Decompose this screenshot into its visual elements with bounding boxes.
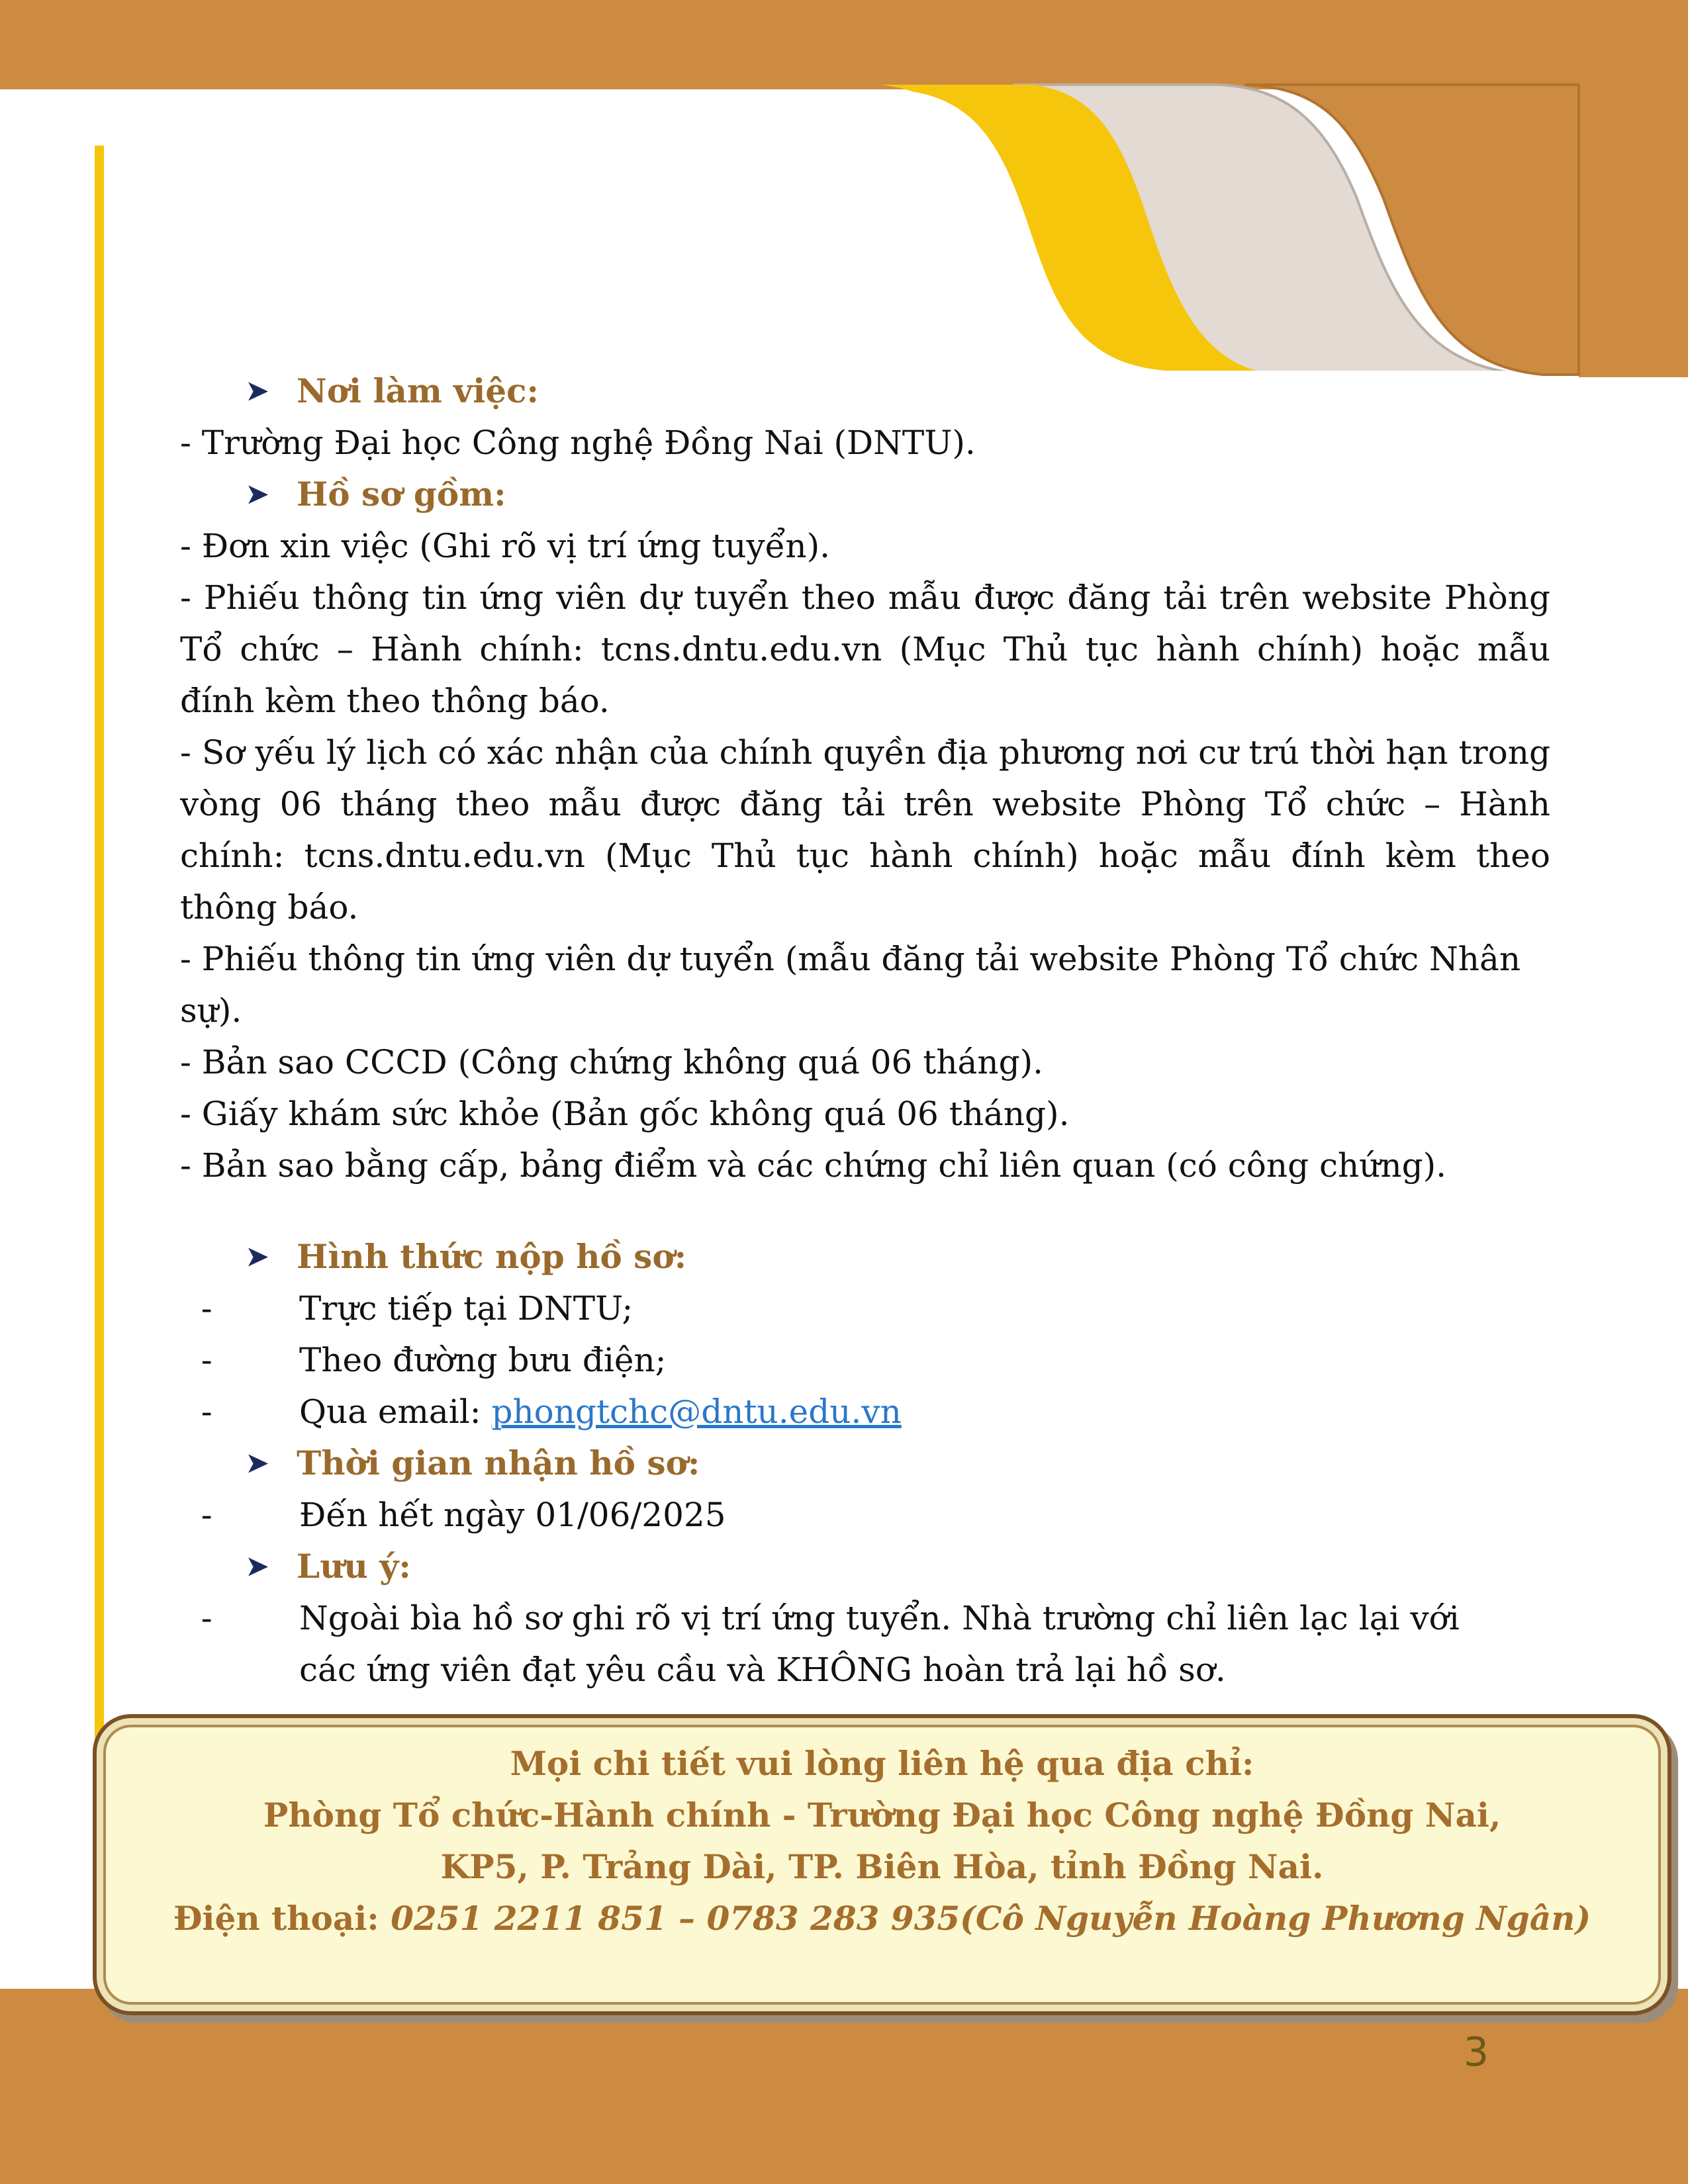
- documents-heading: [180, 469, 1550, 520]
- submission-email-line: [299, 1386, 1550, 1437]
- workplace-line: - Trường Đại học Công nghệ Đồng Nai (DNTU).: [180, 424, 976, 462]
- arrow-bullet-icon: ➤: [246, 1447, 269, 1479]
- workplace-heading-text: Nơi làm việc:: [297, 371, 539, 410]
- document-item: - Giấy khám sức khỏe (Bản gốc không quá 06 tháng).: [180, 1095, 1070, 1133]
- dash-bullet: -: [180, 1289, 212, 1328]
- submission-item: [180, 1334, 1550, 1386]
- submission-item-text: Theo đường bưu điện;: [299, 1341, 667, 1379]
- arrow-bullet-icon: ➤: [246, 478, 269, 510]
- top-band: [0, 0, 1688, 89]
- dash-bullet: -: [180, 1496, 212, 1534]
- deadline-heading-text: Thời gian nhận hồ sơ:: [297, 1443, 700, 1482]
- submission-item: [180, 1283, 1550, 1334]
- contact-info: [93, 1738, 1671, 1944]
- note-item: [180, 1592, 1550, 1696]
- contact-line-1: Mọi chi tiết vui lòng liên hệ qua địa chỉ:: [510, 1744, 1254, 1783]
- submission-item-text: Trực tiếp tại DNTU;: [299, 1289, 633, 1328]
- note-heading-text: Lưu ý:: [297, 1547, 411, 1586]
- document-item: - Phiếu thông tin ứng viên dự tuyển (mẫu đăng tải website Phòng Tổ chức Nhân sự).: [180, 940, 1521, 1030]
- contact-line-3: KP5, P. Trảng Dài, TP. Biên Hòa, tỉnh Đồng Nai.: [440, 1847, 1324, 1886]
- document-item: - Đơn xin việc (Ghi rõ vị trí ứng tuyển).: [180, 527, 831, 565]
- arrow-bullet-icon: ➤: [246, 375, 269, 406]
- bottom-band: [0, 1989, 1688, 2184]
- section-spacer: [180, 1191, 1550, 1231]
- dash-bullet: -: [180, 1599, 212, 1637]
- contact-line-2: Phòng Tổ chức-Hành chính - Trường Đại học Công nghệ Đồng Nai,: [263, 1796, 1501, 1835]
- deadline-item: [180, 1489, 1550, 1541]
- email-link[interactable]: phongtchc@dntu.edu.vn: [491, 1392, 902, 1431]
- contact-phone-line: [93, 1893, 1671, 1944]
- deadline-heading: [180, 1437, 1550, 1489]
- document-item: - Bản sao CCCD (Công chứng không quá 06 tháng).: [180, 1043, 1043, 1081]
- workplace-heading: [180, 365, 1550, 417]
- arrow-bullet-icon: ➤: [246, 1551, 269, 1582]
- submission-item-email: [180, 1386, 1550, 1437]
- dash-bullet: -: [180, 1341, 212, 1379]
- submission-heading-text: Hình thức nộp hồ sơ:: [297, 1237, 687, 1276]
- page-number: 3: [1463, 2029, 1489, 2075]
- arrow-bullet-icon: ➤: [246, 1241, 269, 1272]
- phone-label: Điện thoại:: [173, 1899, 391, 1938]
- deadline-item-text: Đến hết ngày 01/06/2025: [299, 1496, 726, 1534]
- documents-heading-text: Hồ sơ gồm:: [297, 475, 506, 514]
- note-item-text: Ngoài bìa hồ sơ ghi rõ vị trí ứng tuyển. Nhà trường chỉ liên lạc lại với các ứng viên đạt yêu cầu và KHÔNG hoàn trả lại hồ sơ.: [299, 1599, 1460, 1689]
- document-item: - Sơ yếu lý lịch có xác nhận của chính quyền địa phương nơi cư trú thời hạn trong vòng 06 tháng theo mẫu được đăng tải trên website Phòng Tổ chức – Hành chính: tcns.dntu.edu.vn (Mục Thủ tục hành chính) hoặc mẫu đính kèm theo thông báo.: [180, 733, 1550, 927]
- note-heading: [180, 1541, 1550, 1592]
- right-band: [1579, 0, 1688, 377]
- left-accent-bar: [95, 146, 104, 1747]
- email-prefix: Qua email:: [299, 1392, 492, 1431]
- phone-value: 0251 2211 851 – 0783 283 935(Cô Nguyễn Hoàng Phương Ngân): [391, 1899, 1591, 1938]
- document-item: - Bản sao bằng cấp, bảng điểm và các chứng chỉ liên quan (có công chứng).: [180, 1146, 1447, 1185]
- dash-bullet: -: [180, 1392, 212, 1431]
- main-content: [180, 365, 1550, 1696]
- submission-heading: [180, 1231, 1550, 1283]
- document-item: - Phiếu thông tin ứng viên dự tuyển theo mẫu được đăng tải trên website Phòng Tổ chức – Hành chính: tcns.dntu.edu.vn (Mục Thủ tục hành chính) hoặc mẫu đính kèm theo thông báo.: [180, 578, 1550, 720]
